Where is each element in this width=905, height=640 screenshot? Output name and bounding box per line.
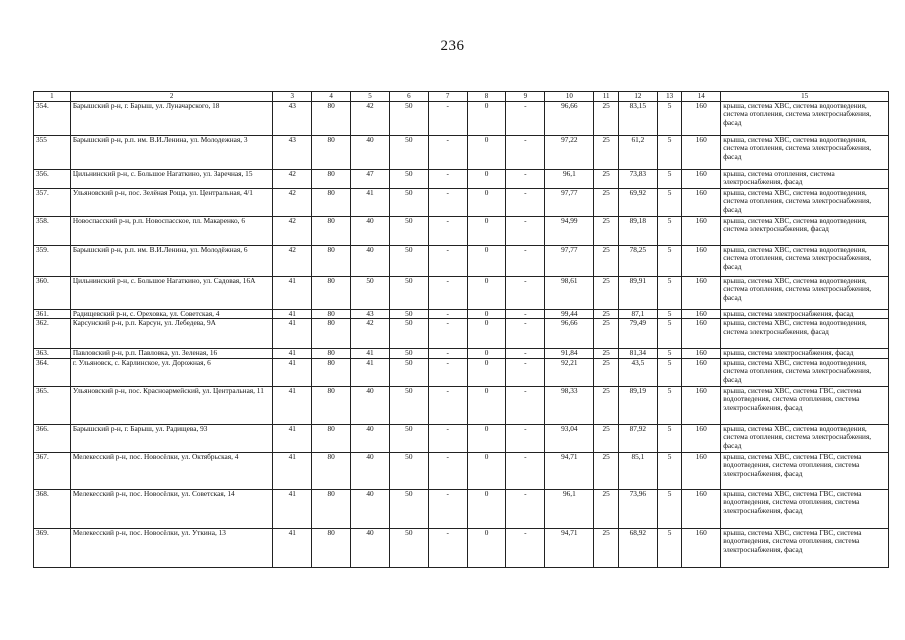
col7-cell: - (428, 246, 467, 277)
row-number: 364. (34, 358, 71, 386)
col9-cell: - (506, 489, 545, 528)
address-cell: г. Ульяновск, с. Карлинское, ул. Дорожная, 6 (70, 358, 273, 386)
col12-cell: 69,92 (618, 189, 657, 217)
row-number: 366. (34, 424, 71, 452)
row-number: 357. (34, 189, 71, 217)
works-cell: крыша, система отопления, система электроснабжения, фасад (721, 170, 889, 189)
table-row (34, 102, 889, 136)
col11-cell: 25 (594, 386, 619, 424)
col3-cell: 42 (273, 170, 312, 189)
col13-cell: 5 (657, 452, 682, 489)
col7-cell: - (428, 102, 467, 136)
col10-cell: 94,71 (545, 528, 594, 567)
col6-cell: 50 (389, 358, 428, 386)
address-cell: Цильнинский р-н, с. Большое Нагаткино, ул. Садовая, 16А (70, 277, 273, 310)
col3-cell: 41 (273, 310, 312, 319)
col10-cell: 97,77 (545, 246, 594, 277)
col5-cell: 40 (351, 386, 390, 424)
col10-cell: 94,71 (545, 452, 594, 489)
col9-cell: - (506, 319, 545, 349)
column-header-11: 11 (594, 92, 619, 102)
col10-cell: 91,84 (545, 349, 594, 358)
col9-cell: - (506, 246, 545, 277)
col12-cell: 68,92 (618, 528, 657, 567)
col12-cell: 78,25 (618, 246, 657, 277)
row-number: 359. (34, 246, 71, 277)
col14-cell: 160 (682, 277, 721, 310)
col13-cell: 5 (657, 189, 682, 217)
col5-cell: 41 (351, 358, 390, 386)
col10-cell: 94,99 (545, 217, 594, 246)
col4-cell: 80 (312, 452, 351, 489)
col10-cell: 98,33 (545, 386, 594, 424)
col8-cell: 0 (467, 349, 506, 358)
col8-cell: 0 (467, 136, 506, 170)
col7-cell: - (428, 136, 467, 170)
col4-cell: 80 (312, 136, 351, 170)
col4-cell: 80 (312, 246, 351, 277)
col8-cell: 0 (467, 452, 506, 489)
col4-cell: 80 (312, 349, 351, 358)
address-cell: Цильнинский р-н, с. Большое Нагаткино, ул. Заречная, 15 (70, 170, 273, 189)
col5-cell: 42 (351, 319, 390, 349)
col10-cell: 96,66 (545, 319, 594, 349)
col6-cell: 50 (389, 217, 428, 246)
address-cell: Барышский р-н, р.п. им. В.И.Ленина, ул. Молодежная, 3 (70, 136, 273, 170)
col13-cell: 5 (657, 489, 682, 528)
col9-cell: - (506, 170, 545, 189)
col12-cell: 87,92 (618, 424, 657, 452)
col13-cell: 5 (657, 136, 682, 170)
col14-cell: 160 (682, 217, 721, 246)
col13-cell: 5 (657, 528, 682, 567)
works-cell: крыша, система ХВС, система ГВС, система водоотведения, система отопления, система электроснабжения, фасад (721, 386, 889, 424)
col7-cell: - (428, 452, 467, 489)
col14-cell: 160 (682, 452, 721, 489)
row-number: 362. (34, 319, 71, 349)
col3-cell: 41 (273, 528, 312, 567)
address-cell: Мелекесский р-н, пос. Новосёлки, ул. Октябрьская, 4 (70, 452, 273, 489)
col11-cell: 25 (594, 349, 619, 358)
col13-cell: 5 (657, 277, 682, 310)
col3-cell: 41 (273, 489, 312, 528)
col11-cell: 25 (594, 319, 619, 349)
col4-cell: 80 (312, 528, 351, 567)
col11-cell: 25 (594, 217, 619, 246)
col8-cell: 0 (467, 217, 506, 246)
col11-cell: 25 (594, 102, 619, 136)
col13-cell: 5 (657, 349, 682, 358)
col8-cell: 0 (467, 528, 506, 567)
col3-cell: 41 (273, 277, 312, 310)
col14-cell: 160 (682, 358, 721, 386)
address-cell: Мелекесский р-н, пос. Новосёлки, ул. Советская, 14 (70, 489, 273, 528)
col4-cell: 80 (312, 189, 351, 217)
col5-cell: 40 (351, 217, 390, 246)
col13-cell: 5 (657, 102, 682, 136)
col14-cell: 160 (682, 349, 721, 358)
col4-cell: 80 (312, 386, 351, 424)
col8-cell: 0 (467, 189, 506, 217)
works-cell: крыша, система ХВС, система ГВС, система водоотведения, система отопления, система электроснабжения, фасад (721, 528, 889, 567)
column-header-4: 4 (312, 92, 351, 102)
col11-cell: 25 (594, 452, 619, 489)
row-number: 368. (34, 489, 71, 528)
col12-cell: 89,91 (618, 277, 657, 310)
col10-cell: 96,66 (545, 102, 594, 136)
col9-cell: - (506, 217, 545, 246)
col5-cell: 43 (351, 310, 390, 319)
column-header-13: 13 (657, 92, 682, 102)
col14-cell: 160 (682, 189, 721, 217)
col6-cell: 50 (389, 452, 428, 489)
table-row (34, 217, 889, 246)
row-number: 356. (34, 170, 71, 189)
col6-cell: 50 (389, 424, 428, 452)
col12-cell: 89,19 (618, 386, 657, 424)
col4-cell: 80 (312, 310, 351, 319)
col10-cell: 97,22 (545, 136, 594, 170)
table-row (34, 386, 889, 424)
col9-cell: - (506, 349, 545, 358)
address-cell: Радищевский р-н, с. Ореховка, ул. Советская, 4 (70, 310, 273, 319)
table-row (34, 528, 889, 567)
col8-cell: 0 (467, 102, 506, 136)
table-row (34, 424, 889, 452)
col14-cell: 160 (682, 489, 721, 528)
works-cell: крыша, система ХВС, система водоотведения, система отопления, система электроснабжения, фасад (721, 424, 889, 452)
col10-cell: 98,61 (545, 277, 594, 310)
col6-cell: 50 (389, 246, 428, 277)
col6-cell: 50 (389, 102, 428, 136)
col8-cell: 0 (467, 319, 506, 349)
col10-cell: 99,44 (545, 310, 594, 319)
col11-cell: 25 (594, 136, 619, 170)
address-cell: Ульяновский р-н, пос. Зелёная Роща, ул. Центральная, 4/1 (70, 189, 273, 217)
column-header-8: 8 (467, 92, 506, 102)
works-cell: крыша, система ХВС, система ГВС, система водоотведения, система отопления, система электроснабжения, фасад (721, 489, 889, 528)
col4-cell: 80 (312, 217, 351, 246)
col7-cell: - (428, 189, 467, 217)
col9-cell: - (506, 424, 545, 452)
col5-cell: 40 (351, 136, 390, 170)
col7-cell: - (428, 358, 467, 386)
col3-cell: 42 (273, 246, 312, 277)
table-row (34, 358, 889, 386)
address-cell: Павловский р-н, р.п. Павловка, ул. Зеленая, 16 (70, 349, 273, 358)
col5-cell: 41 (351, 349, 390, 358)
col8-cell: 0 (467, 489, 506, 528)
col6-cell: 50 (389, 349, 428, 358)
col13-cell: 5 (657, 424, 682, 452)
col8-cell: 0 (467, 386, 506, 424)
column-header-15: 15 (721, 92, 889, 102)
column-header-12: 12 (618, 92, 657, 102)
col12-cell: 87,1 (618, 310, 657, 319)
address-cell: Барышский р-н, г. Барыш, ул. Радищева, 93 (70, 424, 273, 452)
works-cell: крыша, система ХВС, система водоотведения, система отопления, система электроснабжения, фасад (721, 136, 889, 170)
col6-cell: 50 (389, 310, 428, 319)
column-header-7: 7 (428, 92, 467, 102)
col11-cell: 25 (594, 189, 619, 217)
address-cell: Барышский р-н, г. Барыш, ул. Луначарского, 18 (70, 102, 273, 136)
col12-cell: 79,49 (618, 319, 657, 349)
col12-cell: 85,1 (618, 452, 657, 489)
col7-cell: - (428, 489, 467, 528)
col7-cell: - (428, 528, 467, 567)
column-numbers-row (34, 92, 889, 102)
col3-cell: 41 (273, 319, 312, 349)
col14-cell: 160 (682, 170, 721, 189)
col12-cell: 73,83 (618, 170, 657, 189)
table-row (34, 136, 889, 170)
repair-schedule-table (33, 91, 889, 568)
col6-cell: 50 (389, 528, 428, 567)
col5-cell: 40 (351, 246, 390, 277)
col12-cell: 83,15 (618, 102, 657, 136)
col3-cell: 42 (273, 217, 312, 246)
col7-cell: - (428, 386, 467, 424)
col10-cell: 96,1 (545, 170, 594, 189)
col13-cell: 5 (657, 319, 682, 349)
col7-cell: - (428, 277, 467, 310)
table-row (34, 170, 889, 189)
col5-cell: 40 (351, 452, 390, 489)
col3-cell: 41 (273, 452, 312, 489)
col12-cell: 43,5 (618, 358, 657, 386)
col11-cell: 25 (594, 489, 619, 528)
col9-cell: - (506, 310, 545, 319)
column-header-10: 10 (545, 92, 594, 102)
col8-cell: 0 (467, 310, 506, 319)
col3-cell: 41 (273, 386, 312, 424)
column-header-9: 9 (506, 92, 545, 102)
col11-cell: 25 (594, 424, 619, 452)
col11-cell: 25 (594, 528, 619, 567)
row-number: 360. (34, 277, 71, 310)
col8-cell: 0 (467, 246, 506, 277)
row-number: 369. (34, 528, 71, 567)
col11-cell: 25 (594, 170, 619, 189)
column-header-14: 14 (682, 92, 721, 102)
col7-cell: - (428, 424, 467, 452)
works-cell: крыша, система ХВС, система водоотведения, система отопления, система электроснабжения, фасад (721, 277, 889, 310)
col13-cell: 5 (657, 170, 682, 189)
col14-cell: 160 (682, 136, 721, 170)
col13-cell: 5 (657, 246, 682, 277)
col9-cell: - (506, 277, 545, 310)
col4-cell: 80 (312, 319, 351, 349)
col7-cell: - (428, 319, 467, 349)
col14-cell: 160 (682, 386, 721, 424)
table-row (34, 452, 889, 489)
column-header-6: 6 (389, 92, 428, 102)
col12-cell: 61,2 (618, 136, 657, 170)
col9-cell: - (506, 358, 545, 386)
col8-cell: 0 (467, 170, 506, 189)
col6-cell: 50 (389, 319, 428, 349)
col7-cell: - (428, 310, 467, 319)
table-row (34, 189, 889, 217)
col4-cell: 80 (312, 424, 351, 452)
col6-cell: 50 (389, 386, 428, 424)
address-cell: Ульяновский р-н, пос. Красноармейский, ул. Центральная, 11 (70, 386, 273, 424)
col6-cell: 50 (389, 170, 428, 189)
table-row (34, 277, 889, 310)
works-cell: крыша, система ХВС, система водоотведения, система отопления, система электроснабжения, фасад (721, 246, 889, 277)
col3-cell: 41 (273, 424, 312, 452)
col5-cell: 40 (351, 424, 390, 452)
row-number: 365. (34, 386, 71, 424)
address-cell: Барышский р-н, р.п. им. В.И.Ленина, ул. Молодёжная, 6 (70, 246, 273, 277)
column-header-3: 3 (273, 92, 312, 102)
table-body (34, 102, 889, 568)
col11-cell: 25 (594, 246, 619, 277)
col13-cell: 5 (657, 310, 682, 319)
col14-cell: 160 (682, 319, 721, 349)
col5-cell: 40 (351, 528, 390, 567)
works-cell: крыша, система ХВС, система водоотведения, система электроснабжения, фасад (721, 217, 889, 246)
col4-cell: 80 (312, 277, 351, 310)
col3-cell: 41 (273, 349, 312, 358)
row-number: 358. (34, 217, 71, 246)
works-cell: крыша, система электроснабжения, фасад (721, 310, 889, 319)
col14-cell: 160 (682, 424, 721, 452)
col8-cell: 0 (467, 424, 506, 452)
col4-cell: 80 (312, 170, 351, 189)
col3-cell: 41 (273, 358, 312, 386)
col5-cell: 47 (351, 170, 390, 189)
works-cell: крыша, система ХВС, система водоотведения, система электроснабжения, фасад (721, 319, 889, 349)
row-number: 361. (34, 310, 71, 319)
col4-cell: 80 (312, 489, 351, 528)
col5-cell: 50 (351, 277, 390, 310)
column-header-2: 2 (70, 92, 273, 102)
address-cell: Карсунский р-н, р.п. Карсун, ул. Лебедева, 9А (70, 319, 273, 349)
col4-cell: 80 (312, 358, 351, 386)
col5-cell: 42 (351, 102, 390, 136)
col4-cell: 80 (312, 102, 351, 136)
col3-cell: 42 (273, 189, 312, 217)
col6-cell: 50 (389, 136, 428, 170)
col9-cell: - (506, 136, 545, 170)
col7-cell: - (428, 217, 467, 246)
row-number: 367. (34, 452, 71, 489)
col13-cell: 5 (657, 358, 682, 386)
works-cell: крыша, система ХВС, система ГВС, система водоотведения, система отопления, система электроснабжения, фасад (721, 452, 889, 489)
col5-cell: 41 (351, 189, 390, 217)
col8-cell: 0 (467, 277, 506, 310)
col13-cell: 5 (657, 386, 682, 424)
col5-cell: 40 (351, 489, 390, 528)
address-cell: Мелекесский р-н, пос. Новосёлки, ул. Уткина, 13 (70, 528, 273, 567)
col13-cell: 5 (657, 217, 682, 246)
table-row (34, 489, 889, 528)
row-number: 355 (34, 136, 71, 170)
works-cell: крыша, система ХВС, система водоотведения, система отопления, система электроснабжения, фасад (721, 102, 889, 136)
col7-cell: - (428, 170, 467, 189)
col10-cell: 93,04 (545, 424, 594, 452)
col14-cell: 160 (682, 310, 721, 319)
works-cell: крыша, система ХВС, система водоотведения, система отопления, система электроснабжения, фасад (721, 189, 889, 217)
col9-cell: - (506, 452, 545, 489)
col9-cell: - (506, 102, 545, 136)
col12-cell: 73,96 (618, 489, 657, 528)
col11-cell: 25 (594, 310, 619, 319)
col12-cell: 89,18 (618, 217, 657, 246)
col10-cell: 92,21 (545, 358, 594, 386)
col6-cell: 50 (389, 489, 428, 528)
table-row (34, 319, 889, 349)
col10-cell: 96,1 (545, 489, 594, 528)
column-header-1: 1 (34, 92, 71, 102)
col14-cell: 160 (682, 246, 721, 277)
table-row (34, 246, 889, 277)
col6-cell: 50 (389, 189, 428, 217)
works-cell: крыша, система ХВС, система водоотведения, система отопления, система электроснабжения, фасад (721, 358, 889, 386)
col3-cell: 43 (273, 102, 312, 136)
works-cell: крыша, система электроснабжения, фасад (721, 349, 889, 358)
col6-cell: 50 (389, 277, 428, 310)
col11-cell: 25 (594, 358, 619, 386)
col14-cell: 160 (682, 528, 721, 567)
table-row (34, 310, 889, 319)
col9-cell: - (506, 528, 545, 567)
col11-cell: 25 (594, 277, 619, 310)
row-number: 363. (34, 349, 71, 358)
col10-cell: 97,77 (545, 189, 594, 217)
column-header-5: 5 (351, 92, 390, 102)
col7-cell: - (428, 349, 467, 358)
col9-cell: - (506, 386, 545, 424)
col9-cell: - (506, 189, 545, 217)
col3-cell: 43 (273, 136, 312, 170)
address-cell: Новоспасский р-н, р.п. Новоспасское, пл. Макаренко, 6 (70, 217, 273, 246)
row-number: 354. (34, 102, 71, 136)
col12-cell: 81,34 (618, 349, 657, 358)
col8-cell: 0 (467, 358, 506, 386)
table-row (34, 349, 889, 358)
col14-cell: 160 (682, 102, 721, 136)
page-number: 236 (440, 38, 465, 54)
